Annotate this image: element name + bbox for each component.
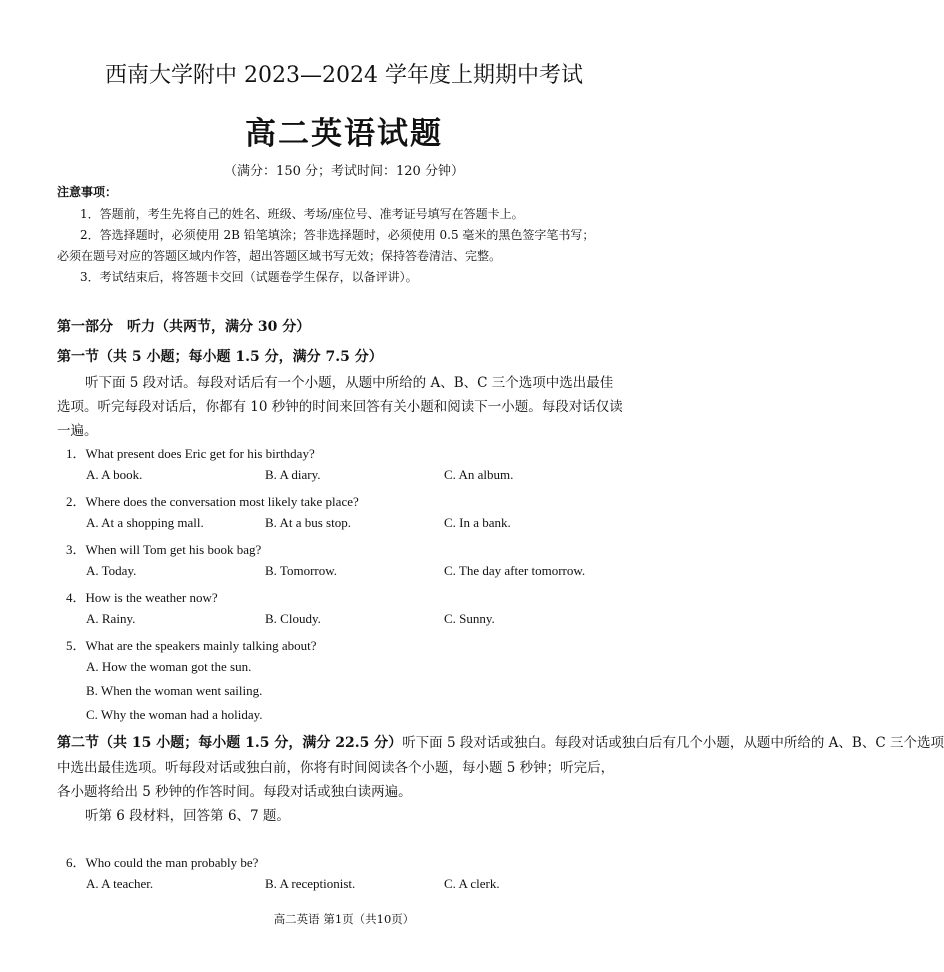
question-5: 5．What are the speakers mainly talking about? (66, 638, 317, 653)
q1-option-b: B. A diary. (265, 467, 321, 482)
q4-option-b: B. Cloudy. (265, 611, 321, 626)
page-footer: 高二英语 第1页（共10页） (273, 912, 415, 926)
q6-option-c: C. A clerk. (444, 876, 500, 891)
q5-option-a: A. How the woman got the sun. (86, 659, 252, 674)
section2-heading: 第二节（共 15 小题；每小题 1.5 分，满分 22.5 分） (57, 735, 403, 751)
q3-option-c: C. The day after tomorrow. (444, 563, 586, 578)
q2-option-c: C. In a bank. (444, 515, 511, 530)
section2-material-note: 听第 6 段材料，回答第 6、7 题。 (85, 808, 290, 824)
part1-heading: 第一部分 听力（共两节，满分 30 分） (57, 319, 311, 335)
section1-instruction-2: 选项。听完每段对话后，你都有 10 秒钟的时间来回答有关小题和阅读下一小题。每段对话仅读 (57, 399, 623, 415)
notice-line-1: 1．答题前，考生先将自己的姓名、班级、考场/座位号、准考证号填写在答题卡上。 (80, 207, 524, 221)
q3-option-a: A. Today. (86, 563, 137, 578)
q1-option-a: A. A book. (86, 467, 143, 482)
question-3: 3．When will Tom get his book bag? (66, 542, 262, 557)
q6-option-a: A. A teacher. (86, 876, 154, 891)
q5-option-b: B. When the woman went sailing. (86, 683, 263, 698)
question-6: 6．Who could the man probably be? (66, 855, 259, 870)
notice-line-2: 2．答选择题时，必须使用 2B 铅笔填涂；答非选择题时，必须使用 0.5 毫米的黑色签字笔书写； (80, 228, 595, 242)
q5-option-c: C. Why the woman had a holiday. (86, 707, 263, 722)
question-4: 4．How is the weather now? (66, 590, 218, 605)
score-info: （满分：150 分；考试时间：120 分钟） (224, 164, 464, 179)
notice-line-3: 必须在题号对应的答题区域内作答，超出答题区域书写无效；保持答卷清洁、完整。 (57, 249, 502, 263)
q4-option-c: C. Sunny. (444, 611, 495, 626)
notice-heading: 注意事项： (57, 185, 118, 199)
q6-option-b: B. A receptionist. (265, 876, 356, 891)
section1-instruction-3: 一遍。 (57, 423, 98, 439)
question-2: 2．Where does the conversation most likely take place? (66, 494, 359, 509)
section1-heading: 第一节（共 5 小题；每小题 1.5 分，满分 7.5 分） (57, 349, 383, 365)
question-1: 1．What present does Eric get for his birthday? (66, 446, 315, 461)
section2-instruction-1: 中选出最佳选项。听每段对话或独白前，你将有时间阅读各个小题，每小题 5 秒钟；听完后， (57, 760, 615, 776)
school-title: 西南大学附中 2023—2024 学年度上期期中考试 (105, 63, 583, 88)
exam-title: 高二英语试题 (245, 116, 443, 152)
q1-option-c: C. An album. (444, 467, 514, 482)
q3-option-b: B. Tomorrow. (265, 563, 338, 578)
section2-instruction-start: 听下面 5 段对话或独白。每段对话或独白后有几个小题，从题中所给的 A、B、C 三个选项 (402, 735, 944, 751)
q2-option-b: B. At a bus stop. (265, 515, 351, 530)
notice-line-4: 3．考试结束后，将答题卡交回（试题卷学生保存，以备评讲）。 (80, 270, 418, 284)
section2-instruction-2: 各小题将给出 5 秒钟的作答时间。每段对话或独白读两遍。 (57, 784, 412, 800)
q4-option-a: A. Rainy. (86, 611, 136, 626)
section2-first-line (57, 731, 944, 752)
section1-instruction-1: 听下面 5 段对话。每段对话后有一个小题，从题中所给的 A、B、C 三个选项中选出最佳 (85, 375, 614, 391)
q2-option-a: A. At a shopping mall. (86, 515, 204, 530)
